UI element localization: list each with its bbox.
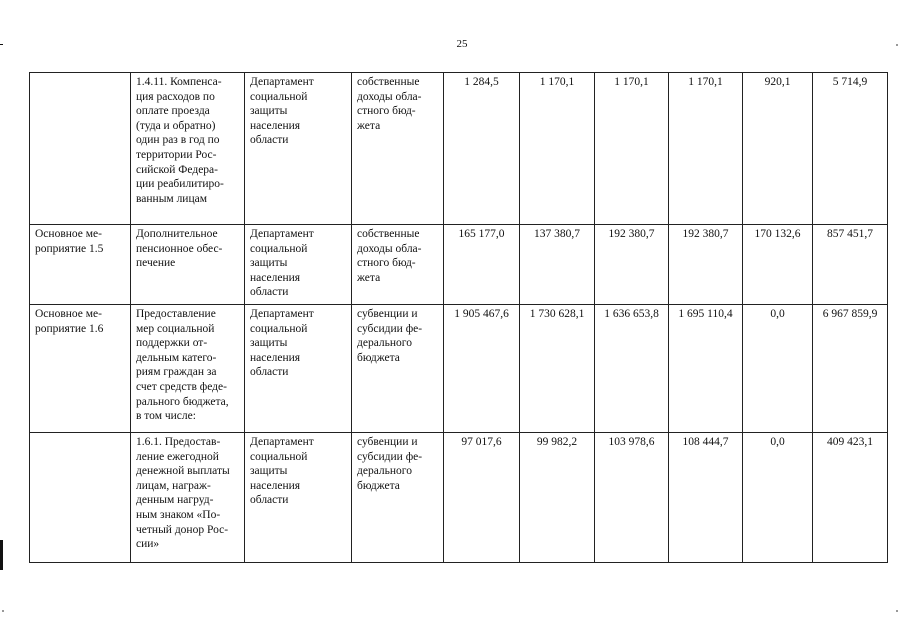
amount-cell: 1 730 628,1: [520, 305, 595, 433]
executor-cell-text: Департамент социальной защиты населения области: [250, 436, 314, 507]
funding-source-cell: [352, 305, 444, 433]
amount-cell: 0,0: [743, 305, 813, 433]
measure-name-cell: [131, 225, 245, 305]
amount-cell: 170 132,6: [743, 225, 813, 305]
amount-cell: 108 444,7: [669, 433, 743, 563]
amount-cell: 857 451,7: [813, 225, 888, 305]
table-row: [30, 225, 888, 305]
funding-source-cell: [352, 73, 444, 225]
table-row: [30, 433, 888, 563]
table-row: [30, 305, 888, 433]
measure-cell: [30, 433, 131, 563]
measure-name-cell-text: Предоставление мер социальной поддержки от- дельным катего- риям граждан за счет средств феде- рального бюджета, в том числе:: [136, 308, 229, 423]
amount-cell: 1 695 110,4: [669, 305, 743, 433]
measure-cell: [30, 73, 131, 225]
table-row: [30, 73, 888, 225]
funding-source-cell-text: собственные доходы обла- стного бюд- жета: [357, 228, 422, 284]
measure-name-cell-text: Дополнительное пенсионное обес- печение: [136, 228, 223, 270]
measure-name-cell: [131, 73, 245, 225]
funding-source-cell-text: субвенции и субсидии фе- дерального бюджета: [357, 308, 423, 364]
amount-cell: 1 636 653,8: [595, 305, 669, 433]
funding-source-cell-text: субвенции и субсидии фе- дерального бюджета: [357, 436, 423, 492]
amount-cell: 1 170,1: [520, 73, 595, 225]
funding-source-cell: [352, 433, 444, 563]
table-body: [30, 73, 888, 563]
funding-source-cell: [352, 225, 444, 305]
amount-cell: 6 967 859,9: [813, 305, 888, 433]
amount-cell: 192 380,7: [669, 225, 743, 305]
measure-name-cell: [131, 305, 245, 433]
budget-table: [29, 72, 888, 563]
amount-cell: 103 978,6: [595, 433, 669, 563]
scan-edge-mark: [0, 540, 3, 570]
amount-cell: 137 380,7: [520, 225, 595, 305]
scan-dot: [896, 610, 898, 612]
amount-cell: 920,1: [743, 73, 813, 225]
measure-cell-text: Основное ме- роприятие 1.5: [35, 228, 104, 255]
funding-source-cell-text: собственные доходы обла- стного бюд- жета: [357, 76, 422, 132]
executor-cell-text: Департамент социальной защиты населения области: [250, 228, 314, 299]
amount-cell: 0,0: [743, 433, 813, 563]
amount-cell: 5 714,9: [813, 73, 888, 225]
amount-cell: 1 905 467,6: [444, 305, 520, 433]
amount-cell: 409 423,1: [813, 433, 888, 563]
amount-cell: 99 982,2: [520, 433, 595, 563]
measure-name-cell-text: 1.6.1. Предостав- ление ежегодной денежной выплаты лицам, награж- денным нагруд- ным знаком «По- четный донор Рос- сии»: [136, 436, 230, 551]
page-number: 25: [456, 38, 468, 50]
measure-cell-text: Основное ме- роприятие 1.6: [35, 308, 104, 335]
executor-cell: [245, 433, 352, 563]
amount-cell: 1 284,5: [444, 73, 520, 225]
scan-dot: [896, 44, 898, 46]
amount-cell: 97 017,6: [444, 433, 520, 563]
executor-cell: [245, 305, 352, 433]
executor-cell: [245, 73, 352, 225]
scan-edge-mark: [0, 44, 3, 45]
amount-cell: 1 170,1: [595, 73, 669, 225]
amount-cell: 192 380,7: [595, 225, 669, 305]
scan-dot: [2, 610, 4, 612]
executor-cell: [245, 225, 352, 305]
executor-cell-text: Департамент социальной защиты населения области: [250, 76, 314, 147]
measure-cell: [30, 225, 131, 305]
measure-cell: [30, 305, 131, 433]
measure-name-cell: [131, 433, 245, 563]
amount-cell: 165 177,0: [444, 225, 520, 305]
amount-cell: 1 170,1: [669, 73, 743, 225]
measure-name-cell-text: 1.4.11. Компенса- ция расходов по оплате проезда (туда и обратно) один раз в год по территории Рос- сийской Федера- ции реабилитиро- ванным лицам: [136, 76, 224, 205]
executor-cell-text: Департамент социальной защиты населения области: [250, 308, 314, 379]
